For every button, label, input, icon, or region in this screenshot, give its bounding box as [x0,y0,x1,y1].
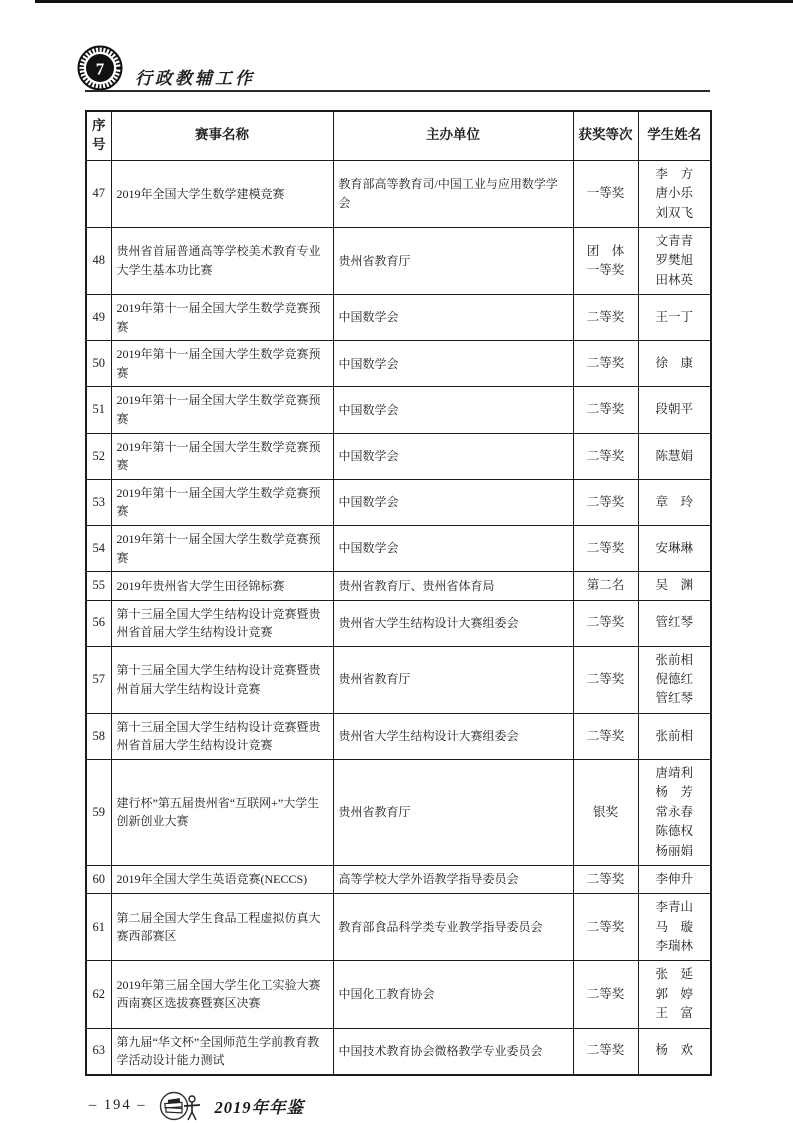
award-line: 二等奖 [586,309,625,324]
cell-award-level [573,865,638,893]
table-header-row [86,111,711,160]
cell-organizer: 中国数学会 [333,295,573,341]
cell-event-name: 贵州省首届普通高等学校美术教育专业大学生基本功比赛 [111,227,333,294]
table-row [86,341,711,387]
cell-award-level [573,1028,638,1075]
cell-event-name: 2019年第十一届全国大学生数学竞赛预赛 [111,295,333,341]
student-name: 刘双飞 [655,205,693,220]
cell-student-names [638,760,711,866]
cell-organizer: 高等学校大学外语教学指导委员会 [333,865,573,893]
student-name: 郭 婷 [655,986,693,1001]
award-line: 二等奖 [586,615,625,630]
table-row [86,600,711,646]
award-line: 二等奖 [586,494,625,509]
cell-serial-number: 54 [86,525,111,571]
cell-serial-number: 57 [86,646,111,713]
student-name: 陈慧娟 [655,448,693,463]
cell-event-name: 2019年贵州省大学生田径锦标赛 [111,572,333,600]
cell-student-names [638,525,711,571]
cell-student-names [638,433,711,479]
cell-student-names [638,387,711,433]
student-name: 唐靖利 [655,766,693,781]
cell-award-level [573,713,638,759]
cell-student-names [638,1028,711,1075]
student-name: 徐 康 [655,356,693,371]
cell-student-names [638,479,711,525]
yearbook-label: 2019年年鉴 [214,1097,304,1117]
cell-event-name: 2019年第十一届全国大学生数学竞赛预赛 [111,433,333,479]
cell-serial-number: 50 [86,341,111,387]
page-footer [89,1089,710,1123]
cell-award-level [573,572,638,600]
cell-award-level [573,961,638,1028]
cell-organizer: 中国数学会 [333,387,573,433]
cell-award-level [573,525,638,571]
cell-student-names [638,160,711,227]
cell-event-name: 2019年全国大学生数学建模竞赛 [111,160,333,227]
student-name: 张前相 [655,652,693,667]
student-name: 张前相 [655,728,693,743]
award-line: 二等奖 [586,672,625,687]
table-row [86,387,711,433]
award-line: 二等奖 [586,540,625,555]
table-row [86,894,711,961]
student-name: 李青山 [655,900,693,915]
column-header-0: 序号 [86,111,111,160]
award-line: 团 体 [586,243,625,258]
student-name: 吴 渊 [655,578,693,593]
cell-award-level [573,479,638,525]
student-name: 常永春 [655,804,693,819]
cell-serial-number: 61 [86,894,111,961]
cell-organizer: 中国化工教育协会 [333,961,573,1028]
cell-serial-number: 48 [86,227,111,294]
cell-student-names [638,894,711,961]
cell-event-name: 建行杯”第五届贵州省“互联网+”大学生创新创业大赛 [111,760,333,866]
cell-student-names [638,227,711,294]
cell-serial-number: 49 [86,295,111,341]
student-name: 文青青 [655,233,693,248]
column-header-2: 主办单位 [333,111,573,160]
column-header-4: 学生姓名 [638,111,711,160]
cell-event-name: 第九届“华文杯”全国师范生学前教育教学活动设计能力测试 [111,1028,333,1075]
cell-award-level [573,295,638,341]
cell-award-level [573,646,638,713]
table-row [86,760,711,866]
student-name: 管红琴 [655,615,693,630]
cell-organizer: 贵州省大学生结构设计大赛组委会 [333,713,573,759]
cell-organizer: 贵州省教育厅 [333,227,573,294]
cell-award-level [573,387,638,433]
cell-serial-number: 47 [86,160,111,227]
section-title: 行政教辅工作 [135,69,255,88]
cell-event-name: 2019年全国大学生英语竞赛(NECCS) [111,865,333,893]
cell-award-level [573,600,638,646]
award-line: 二等奖 [586,871,625,886]
cell-serial-number: 53 [86,479,111,525]
award-line: 第二名 [586,578,625,593]
award-line: 银奖 [592,804,618,819]
cell-event-name: 第二届全国大学生食品工程虚拟仿真大赛西部赛区 [111,894,333,961]
table-row [86,1028,711,1075]
award-line: 二等奖 [586,728,625,743]
table-row [86,713,711,759]
student-name: 章 玲 [655,494,693,509]
table-row [86,865,711,893]
student-name: 杨 芳 [655,785,693,800]
award-line: 二等奖 [586,986,625,1001]
cell-organizer: 中国数学会 [333,433,573,479]
student-name: 安琳琳 [655,540,693,555]
award-line: 一等奖 [586,262,625,277]
award-line: 二等奖 [586,448,625,463]
table-row [86,227,711,294]
student-name: 田林英 [655,272,693,287]
student-name: 马 璇 [655,919,693,934]
cell-event-name: 2019年第三届全国大学生化工实验大赛西南赛区选拔赛暨赛区决赛 [111,961,333,1028]
cell-award-level [573,227,638,294]
table-row [86,295,711,341]
yearbook-logo [159,1090,203,1122]
student-name: 管红琴 [655,691,693,706]
cell-award-level [573,760,638,866]
table-row [86,525,711,571]
cell-student-names [638,865,711,893]
university-seal-logo [77,45,123,91]
cell-organizer: 贵州省大学生结构设计大赛组委会 [333,600,573,646]
page-number: – 194 – [89,1097,147,1114]
table-row [86,646,711,713]
cell-award-level [573,341,638,387]
cell-event-name: 2019年第十一届全国大学生数学竞赛预赛 [111,479,333,525]
student-name: 倪德红 [655,672,693,687]
cell-organizer: 贵州省教育厅 [333,760,573,866]
cell-serial-number: 63 [86,1028,111,1075]
table-row [86,572,711,600]
student-name: 王一丁 [655,309,693,324]
cell-organizer: 中国数学会 [333,525,573,571]
cell-student-names [638,572,711,600]
table-row [86,160,711,227]
header-rule [85,90,710,92]
award-line: 二等奖 [586,402,625,417]
page-header [85,48,710,110]
student-name: 李 方 [655,166,693,181]
cell-serial-number: 55 [86,572,111,600]
page-top-edge-line [35,0,793,3]
award-line: 二等奖 [586,1043,625,1058]
cell-organizer: 中国数学会 [333,341,573,387]
student-name: 杨 欢 [655,1043,693,1058]
cell-student-names [638,295,711,341]
cell-serial-number: 52 [86,433,111,479]
cell-serial-number: 58 [86,713,111,759]
student-name: 罗樊旭 [655,253,693,268]
student-name: 唐小乐 [655,186,693,201]
student-name: 王 富 [655,1006,693,1021]
seal-center-glyph: 7 [95,59,105,79]
cell-student-names [638,961,711,1028]
cell-award-level [573,433,638,479]
cell-student-names [638,713,711,759]
cell-student-names [638,646,711,713]
cell-student-names [638,341,711,387]
table-row [86,433,711,479]
cell-organizer: 贵州省教育厅 [333,646,573,713]
student-name: 杨丽娟 [655,843,693,858]
student-name: 李瑞林 [655,939,693,954]
cell-organizer: 教育部食品科学类专业教学指导委员会 [333,894,573,961]
cell-award-level [573,894,638,961]
award-line: 二等奖 [586,356,625,371]
cell-organizer: 教育部高等教育司/中国工业与应用数学学会 [333,160,573,227]
cell-organizer: 中国技术教育协会微格教学专业委员会 [333,1028,573,1075]
cell-serial-number: 56 [86,600,111,646]
student-name: 李伸升 [655,871,693,886]
cell-award-level [573,160,638,227]
award-line: 一等奖 [586,186,625,201]
table-row [86,961,711,1028]
cell-event-name: 2019年第十一届全国大学生数学竞赛预赛 [111,387,333,433]
column-header-3: 获奖等次 [573,111,638,160]
cell-event-name: 2019年第十一届全国大学生数学竞赛预赛 [111,341,333,387]
cell-serial-number: 60 [86,865,111,893]
column-header-1: 赛事名称 [111,111,333,160]
cell-serial-number: 59 [86,760,111,866]
cell-student-names [638,600,711,646]
table-row [86,479,711,525]
cell-organizer: 中国数学会 [333,479,573,525]
award-line: 二等奖 [586,919,625,934]
cell-event-name: 第十三届全国大学生结构设计竞赛暨贵州省首届大学生结构设计竞赛 [111,713,333,759]
cell-serial-number: 62 [86,961,111,1028]
cell-organizer: 贵州省教育厅、贵州省体育局 [333,572,573,600]
cell-event-name: 第十三届全国大学生结构设计竞赛暨贵州省首届大学生结构设计竞赛 [111,600,333,646]
awards-table [85,110,712,1076]
student-name: 陈德权 [655,824,693,839]
cell-serial-number: 51 [86,387,111,433]
student-name: 张 延 [655,967,693,982]
cell-event-name: 2019年第十一届全国大学生数学竞赛预赛 [111,525,333,571]
cell-event-name: 第十三届全国大学生结构设计竞赛暨贵州首届大学生结构设计竞赛 [111,646,333,713]
student-name: 段朝平 [655,402,693,417]
